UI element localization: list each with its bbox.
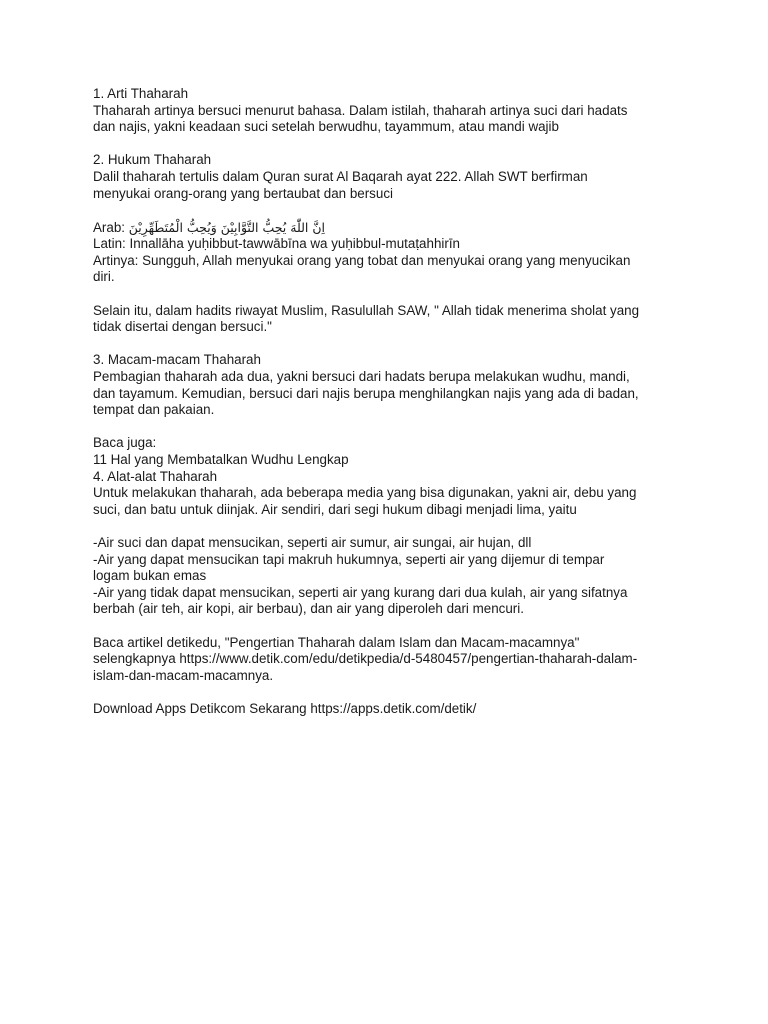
blank-line [93,618,683,635]
blank-line [93,136,683,153]
blank-line [93,202,683,220]
list-item-line: -Air suci dan dapat mensucikan, seperti air sumur, air sungai, air hujan, dll [93,534,532,550]
list-item-line: -Air yang dapat mensucikan tapi makruh hukumnya, seperti air yang dijemur di tempar [93,551,605,567]
paragraph-line: Dalil thaharah tertulis dalam Quran surat Al Baqarah ayat 222. Allah SWT berfirman [93,168,588,184]
list-item-line: -Air yang tidak dapat mensucikan, seperti air yang kurang dari dua kulah, air yang sifatnya [93,584,628,600]
blank-line [93,336,683,353]
heading-alat-thaharah: 4. Alat-alat Thaharah [93,468,218,484]
source-line: islam-dan-macam-macamnya. [93,667,274,683]
blank-line [93,518,683,535]
arab-line [93,220,683,237]
baca-juga-label: Baca juga: [93,435,157,451]
arab-label: Arab: [93,219,129,235]
paragraph-line: menyukai orang-orang yang bertaubat dan bersuci [93,185,393,201]
latin-transliteration: Latin: Innallāha yuḥibbut-tawwābīna wa yuḥibbul-mutaṭahhirīn [93,236,460,252]
blank-line [93,419,683,436]
paragraph-line: tempat dan pakaian. [93,402,215,418]
source-line: selengkapnya https://www.detik.com/edu/detikpedia/d-5480457/pengertian-thaharah-dalam- [93,651,638,667]
hadits-line: tidak disertai dengan bersuci." [93,319,272,335]
paragraph-line: suci, dan batu untuk diinjak. Air sendiri, dari segi hukum dibagi menjadi lima, yaitu [93,501,577,517]
paragraph-line: Thaharah artinya bersuci menurut bahasa. Dalam istilah, thaharah artinya suci dari hadats [93,102,628,118]
list-item-line: logam bukan emas [93,568,207,584]
hadits-line: Selain itu, dalam hadits riwayat Muslim, Rasulullah SAW, " Allah tidak menerima sholat yang [93,302,640,318]
paragraph-line: Untuk melakukan thaharah, ada beberapa media yang bisa digunakan, yakni air, debu yang [93,485,637,501]
arabic-verse: اِنَّ اللّٰهَ يُحِبُّ التَّوَّابِيْنَ وَيُحِبُّ الْمُتَطَهِّرِيْنَ [128,219,325,235]
source-line: Baca artikel detikedu, "Pengertian Thaharah dalam Islam dan Macam-macamnya" [93,634,580,650]
heading-arti-thaharah: 1. Arti Thaharah [93,86,189,101]
list-item-line: berbah (air teh, air kopi, air berbau), dan air yang diperoleh dari mencuri. [93,601,524,617]
blank-line [93,286,683,303]
blank-line [93,684,683,701]
baca-juga-link: 11 Hal yang Membatalkan Wudhu Lengkap [93,451,349,467]
paragraph-line: dan najis, yakni keadaan suci setelah berwudhu, tayammum, atau mandi wajib [93,119,559,135]
document-body [93,86,683,717]
heading-hukum-thaharah: 2. Hukum Thaharah [93,152,212,168]
paragraph-line: Pembagian thaharah ada dua, yakni bersuci dari hadats berupa melakukan wudhu, mandi, [93,369,630,384]
download-apps-line: Download Apps Detikcom Sekarang https://apps.detik.com/detik/ [93,700,477,716]
paragraph-line: dan tayamum. Kemudian, bersuci dari najis berupa menghilangkan najis yang ada di badan, [93,385,639,401]
translation-line: Artinya: Sungguh, Allah menyukai orang yang tobat dan menyukai orang yang menyucikan [93,252,631,268]
translation-line: diri. [93,269,115,285]
heading-macam-thaharah: 3. Macam-macam Thaharah [93,352,261,368]
